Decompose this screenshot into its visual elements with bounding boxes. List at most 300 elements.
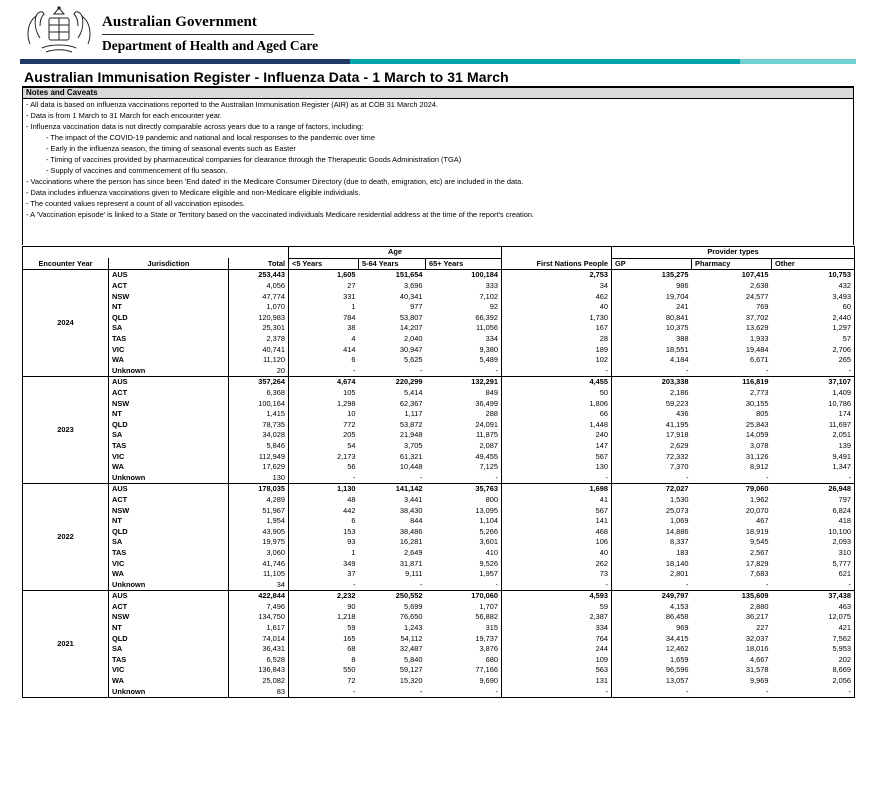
pharmacy-cell: 1,962 <box>750 494 769 504</box>
total-cell: 112,949 <box>229 451 289 462</box>
first-nations-cell: 468 <box>502 526 612 537</box>
jurisdiction-cell: VIC <box>109 451 229 462</box>
other-cell: - <box>772 472 855 483</box>
header-divider <box>102 34 314 35</box>
total-cell: 5,846 <box>229 441 289 452</box>
total-cell: 1,070 <box>229 302 289 313</box>
age-5-64-cell: 54,112 <box>400 633 423 643</box>
other-cell: 265 <box>772 355 855 366</box>
first-nations-cell: 59 <box>502 602 612 613</box>
encounter-year-cell: 2024 <box>23 270 109 377</box>
age-5-64-cell: 40,341 <box>399 291 423 301</box>
table-row <box>23 451 855 462</box>
pharmacy-cell: 18,016 <box>745 644 769 654</box>
age-5-64-cell: 14,207 <box>399 323 423 333</box>
other-cell: 1,409 <box>772 388 855 399</box>
table-row <box>23 516 855 527</box>
under-5-cell: 784 <box>343 312 356 322</box>
gp-cell: 18,140 <box>665 558 689 568</box>
jurisdiction-cell: VIC <box>109 665 229 676</box>
table-row <box>23 665 855 676</box>
total-cell: 100,164 <box>229 398 289 409</box>
total-cell: 4,289 <box>229 495 289 506</box>
total-cell: 41,746 <box>229 558 289 569</box>
gp-cell: 10,375 <box>665 323 689 333</box>
total-cell: 34 <box>229 579 289 590</box>
other-cell: 5,953 <box>772 644 855 655</box>
pharmacy-cell: 24,577 <box>745 291 769 301</box>
other-cell: 8,669 <box>772 665 855 676</box>
first-nations-cell: - <box>502 579 612 590</box>
other-cell: 57 <box>772 334 855 345</box>
total-cell: 6,368 <box>229 388 289 399</box>
pharmacy-cell: - <box>692 472 772 483</box>
table-row <box>23 602 855 613</box>
first-nations-cell: 106 <box>502 537 612 548</box>
jurisdiction-cell: TAS <box>109 334 229 345</box>
stripe-segment-teal <box>350 59 740 64</box>
under-5-cell: 93 <box>347 537 356 547</box>
table-row <box>23 686 855 697</box>
age-5-64-cell: 3,441 <box>404 494 423 504</box>
other-cell: 797 <box>772 495 855 506</box>
under-5-cell: 2,232 <box>289 591 359 602</box>
age-65-plus-cell: 66,392 <box>426 313 502 324</box>
total-cell: 7,496 <box>229 602 289 613</box>
gp-cell: 249,797 <box>612 591 692 602</box>
age-5-64-cell: 141,142 <box>359 484 426 495</box>
table-row <box>23 420 855 431</box>
jurisdiction-cell: NT <box>109 516 229 527</box>
other-cell: 37,107 <box>772 377 855 388</box>
header-spacer <box>229 247 289 259</box>
age-65-plus-cell: 170,060 <box>426 591 502 602</box>
col-65-plus: 65+ Years <box>426 258 502 270</box>
gp-cell: 4,153 <box>670 601 689 611</box>
note-line: - All data is based on influenza vaccinations reported to the Australian Immunisation Register (AIR) as at COB 31 March 2024. <box>26 100 439 109</box>
under-5-cell: 6 <box>351 355 356 365</box>
age-65-plus-cell: 11,056 <box>426 323 502 334</box>
table-row <box>23 655 855 666</box>
age-5-64-cell: 977 <box>410 302 423 312</box>
col-jurisdiction: Jurisdiction <box>109 258 229 270</box>
under-5-cell: 205 <box>343 430 356 440</box>
gp-cell: 2,629 <box>670 440 689 450</box>
under-5-cell: - <box>289 366 359 377</box>
age-65-plus-cell: 5,489 <box>426 355 502 366</box>
age-5-64-cell: 250,552 <box>359 591 426 602</box>
under-5-cell: 8 <box>351 654 356 664</box>
first-nations-cell: 1,806 <box>502 398 612 409</box>
jurisdiction-cell: TAS <box>109 441 229 452</box>
pharmacy-cell: 13,629 <box>745 323 769 333</box>
age-5-64-cell: 53,807 <box>399 312 423 322</box>
age-65-plus-cell: - <box>426 686 502 697</box>
jurisdiction-cell: QLD <box>109 420 229 431</box>
note-line: - Supply of vaccines and commencement of flu season. <box>46 166 228 175</box>
under-5-cell: 90 <box>347 601 356 611</box>
col-first-nations: First Nations People <box>502 258 612 270</box>
age-5-64-cell: 38,430 <box>399 505 423 515</box>
gp-cell: 72,027 <box>612 484 692 495</box>
table-row <box>23 633 855 644</box>
gp-cell: 4,184 <box>670 355 689 365</box>
table-row <box>23 302 855 313</box>
other-cell: 10,786 <box>772 398 855 409</box>
encounter-year-cell: 2023 <box>23 377 109 484</box>
pharmacy-cell: 6,671 <box>750 355 769 365</box>
under-5-cell: 1,218 <box>337 612 356 622</box>
under-5-cell: 37 <box>347 569 356 579</box>
other-cell: 2,051 <box>772 430 855 441</box>
age-65-plus-cell: 1,957 <box>426 569 502 580</box>
jurisdiction-cell: NSW <box>109 505 229 516</box>
total-cell: 25,301 <box>229 323 289 334</box>
other-cell: 37,438 <box>772 591 855 602</box>
age-5-64-cell: 1,243 <box>404 623 423 633</box>
gp-cell: 25,073 <box>665 505 689 515</box>
table-row <box>23 548 855 559</box>
table-row <box>23 398 855 409</box>
first-nations-cell: 1,448 <box>502 420 612 431</box>
jurisdiction-cell: VIC <box>109 558 229 569</box>
other-cell: 6,824 <box>772 505 855 516</box>
first-nations-cell: 34 <box>502 281 612 292</box>
age-5-64-cell: - <box>359 579 426 590</box>
jurisdiction-cell: SA <box>109 323 229 334</box>
first-nations-cell: 462 <box>502 291 612 302</box>
gp-cell: 986 <box>676 281 689 291</box>
pharmacy-cell: 25,843 <box>745 419 769 429</box>
gp-cell: - <box>612 686 692 697</box>
jurisdiction-cell: Unknown <box>109 579 229 590</box>
age-65-plus-cell: 24,091 <box>426 420 502 431</box>
other-cell: 421 <box>772 623 855 634</box>
under-5-cell: 442 <box>343 505 356 515</box>
pharmacy-cell: 18,919 <box>745 526 769 536</box>
other-cell: 1,347 <box>772 462 855 473</box>
total-cell: 51,967 <box>229 505 289 516</box>
age-5-64-cell: 3,705 <box>404 440 423 450</box>
age-5-64-cell: 5,699 <box>404 601 423 611</box>
age-5-64-cell: 220,299 <box>359 377 426 388</box>
age-65-plus-cell: 3,876 <box>426 644 502 655</box>
age-65-plus-cell: 7,102 <box>426 291 502 302</box>
table-row <box>23 591 855 602</box>
other-cell: 2,706 <box>772 344 855 355</box>
age-65-plus-cell: 315 <box>426 623 502 634</box>
other-cell: 202 <box>772 655 855 666</box>
table-row <box>23 270 855 281</box>
age-65-plus-cell: 36,499 <box>426 398 502 409</box>
age-65-plus-cell: 77,166 <box>426 665 502 676</box>
age-65-plus-cell: - <box>426 472 502 483</box>
jurisdiction-cell: TAS <box>109 548 229 559</box>
age-65-plus-cell: 288 <box>426 409 502 420</box>
first-nations-cell: 1,698 <box>502 484 612 495</box>
pharmacy-cell: 79,060 <box>692 484 772 495</box>
note-line: - Early in the influenza season, the timing of seasonal events such as Easter <box>46 144 296 153</box>
jurisdiction-cell: NSW <box>109 398 229 409</box>
jurisdiction-cell: WA <box>109 462 229 473</box>
table-row <box>23 441 855 452</box>
under-5-cell: 27 <box>347 281 356 291</box>
header-spacer <box>502 247 612 259</box>
age-5-64-cell: 32,487 <box>399 644 423 654</box>
age-65-plus-cell: 13,095 <box>426 505 502 516</box>
age-5-64-cell: 59,127 <box>399 665 423 675</box>
gp-cell: 2,186 <box>670 388 689 398</box>
age-65-plus-cell: 1,707 <box>426 602 502 613</box>
pharmacy-cell: 19,484 <box>745 344 769 354</box>
jurisdiction-cell: AUS <box>109 377 229 388</box>
header-stripe <box>20 59 856 64</box>
under-5-cell: 349 <box>343 558 356 568</box>
other-cell: - <box>772 686 855 697</box>
col-encounter-year: Encounter Year <box>23 258 109 270</box>
total-cell: 130 <box>229 472 289 483</box>
pharmacy-cell: 9,969 <box>750 676 769 686</box>
government-name: Australian Government <box>102 14 258 30</box>
under-5-cell: 1,605 <box>289 270 359 281</box>
age-5-64-cell: 151,654 <box>359 270 426 281</box>
age-65-plus-cell: 849 <box>426 388 502 399</box>
age-5-64-cell: 5,625 <box>404 355 423 365</box>
first-nations-cell: 130 <box>502 462 612 473</box>
under-5-cell: 10 <box>347 409 356 419</box>
jurisdiction-cell: VIC <box>109 344 229 355</box>
note-line: - A 'Vaccination episode' is linked to a State or Territory based on the vaccinated individuals Medicare residential address at the time of the report's creation. <box>26 210 535 219</box>
under-5-cell: 1,298 <box>337 398 356 408</box>
jurisdiction-cell: WA <box>109 355 229 366</box>
total-cell: 178,035 <box>229 484 289 495</box>
pharmacy-cell: 31,578 <box>745 665 769 675</box>
age-5-64-cell: 5,414 <box>404 388 423 398</box>
table-row <box>23 430 855 441</box>
age-5-64-cell: - <box>359 366 426 377</box>
total-cell: 17,629 <box>229 462 289 473</box>
pharmacy-cell: 17,829 <box>745 558 769 568</box>
jurisdiction-cell: SA <box>109 430 229 441</box>
col-under-5: <5 Years <box>289 258 359 270</box>
total-cell: 120,983 <box>229 313 289 324</box>
age-65-plus-cell: 132,291 <box>426 377 502 388</box>
other-cell: 463 <box>772 602 855 613</box>
other-cell: 310 <box>772 548 855 559</box>
pharmacy-cell: - <box>692 579 772 590</box>
col-5-64: 5-64 Years <box>359 258 426 270</box>
gp-cell: 18,551 <box>665 344 689 354</box>
total-cell: 78,735 <box>229 420 289 431</box>
pharmacy-cell: 31,126 <box>745 451 769 461</box>
other-cell: 621 <box>772 569 855 580</box>
gp-cell: 388 <box>676 334 689 344</box>
total-cell: 11,120 <box>229 355 289 366</box>
jurisdiction-cell: Unknown <box>109 366 229 377</box>
table-row <box>23 313 855 324</box>
jurisdiction-cell: Unknown <box>109 686 229 697</box>
note-line: - Timing of vaccines provided by pharmaceutical companies for clearance through the Therapeutic Goods Administration (TGA) <box>46 155 462 164</box>
pharmacy-cell: 805 <box>756 409 769 419</box>
gp-cell: 34,415 <box>665 633 689 643</box>
jurisdiction-cell: ACT <box>109 281 229 292</box>
under-5-cell: 1 <box>351 547 356 557</box>
table-row <box>23 579 855 590</box>
jurisdiction-cell: QLD <box>109 526 229 537</box>
first-nations-cell: 40 <box>502 302 612 313</box>
gp-cell: - <box>612 366 692 377</box>
gp-cell: 8,337 <box>670 537 689 547</box>
jurisdiction-cell: WA <box>109 569 229 580</box>
encounter-year-cell: 2021 <box>23 591 109 698</box>
age-65-plus-cell: 333 <box>426 281 502 292</box>
total-cell: 4,056 <box>229 281 289 292</box>
other-cell: - <box>772 366 855 377</box>
total-cell: 47,774 <box>229 291 289 302</box>
first-nations-cell: 147 <box>502 441 612 452</box>
gp-cell: 13,057 <box>665 676 689 686</box>
under-5-cell: 1,130 <box>289 484 359 495</box>
jurisdiction-cell: ACT <box>109 602 229 613</box>
age-65-plus-cell: 9,380 <box>426 344 502 355</box>
first-nations-cell: 240 <box>502 430 612 441</box>
under-5-cell: 4 <box>351 334 356 344</box>
col-other: Other <box>772 258 855 270</box>
under-5-cell: - <box>289 686 359 697</box>
pharmacy-cell: 20,070 <box>745 505 769 515</box>
first-nations-cell: 1,730 <box>502 313 612 324</box>
pharmacy-cell: 37,702 <box>745 312 769 322</box>
age-65-plus-cell: 3,601 <box>426 537 502 548</box>
age-65-plus-cell: 334 <box>426 334 502 345</box>
gp-cell: 80,841 <box>665 312 689 322</box>
under-5-cell: - <box>289 579 359 590</box>
stripe-segment-light <box>740 59 856 64</box>
total-cell: 83 <box>229 686 289 697</box>
age-5-64-cell: 62,367 <box>399 398 423 408</box>
note-line: - The impact of the COVID-19 pandemic and national and local responses to the pandemic over time <box>46 133 375 142</box>
total-cell: 1,617 <box>229 623 289 634</box>
under-5-cell: 153 <box>343 526 356 536</box>
note-line: - The counted values represent a count of all vaccination episodes. <box>26 199 245 208</box>
pharmacy-cell: 467 <box>756 516 769 526</box>
age-5-64-cell: - <box>359 686 426 697</box>
pharmacy-cell: 32,037 <box>745 633 769 643</box>
first-nations-cell: 563 <box>502 665 612 676</box>
first-nations-cell: - <box>502 472 612 483</box>
other-cell: 26,948 <box>772 484 855 495</box>
under-5-cell: 48 <box>347 494 356 504</box>
other-cell: 5,777 <box>772 558 855 569</box>
jurisdiction-cell: ACT <box>109 388 229 399</box>
under-5-cell: 68 <box>347 644 356 654</box>
table-row <box>23 323 855 334</box>
first-nations-cell: 189 <box>502 344 612 355</box>
table-row <box>23 676 855 687</box>
pharmacy-cell: 30,155 <box>745 398 769 408</box>
table-row <box>23 291 855 302</box>
age-65-plus-cell: 9,690 <box>426 676 502 687</box>
other-cell: 9,491 <box>772 451 855 462</box>
gp-cell: 17,918 <box>665 430 689 440</box>
other-cell: 10,100 <box>772 526 855 537</box>
age-65-plus-cell: 19,737 <box>426 633 502 644</box>
first-nations-cell: 102 <box>502 355 612 366</box>
other-cell: 7,562 <box>772 633 855 644</box>
first-nations-cell: 4,455 <box>502 377 612 388</box>
first-nations-cell: 567 <box>502 451 612 462</box>
table-row <box>23 644 855 655</box>
other-cell: 418 <box>772 516 855 527</box>
table-row <box>23 355 855 366</box>
gp-cell: 96,596 <box>665 665 689 675</box>
age-5-64-cell: 844 <box>410 516 423 526</box>
first-nations-cell: 262 <box>502 558 612 569</box>
first-nations-cell: 40 <box>502 548 612 559</box>
table-row <box>23 484 855 495</box>
total-cell: 11,105 <box>229 569 289 580</box>
under-5-cell: 59 <box>347 623 356 633</box>
table-row <box>23 377 855 388</box>
under-5-cell: 1 <box>351 302 356 312</box>
gp-cell: 59,223 <box>665 398 689 408</box>
under-5-cell: 72 <box>347 676 356 686</box>
total-cell: 74,014 <box>229 633 289 644</box>
age-65-plus-cell: 11,875 <box>426 430 502 441</box>
table-row <box>23 537 855 548</box>
age-65-plus-cell: - <box>426 366 502 377</box>
age-5-64-cell: 61,321 <box>399 451 423 461</box>
under-5-cell: 772 <box>343 419 356 429</box>
first-nations-cell: 41 <box>502 495 612 506</box>
age-65-plus-cell: 2,087 <box>426 441 502 452</box>
total-cell: 134,750 <box>229 612 289 623</box>
gp-cell: 203,338 <box>612 377 692 388</box>
table-row <box>23 281 855 292</box>
first-nations-cell: 764 <box>502 633 612 644</box>
jurisdiction-cell: AUS <box>109 591 229 602</box>
total-cell: 25,082 <box>229 676 289 687</box>
stripe-segment-dark <box>20 59 350 64</box>
table-row <box>23 472 855 483</box>
jurisdiction-cell: ACT <box>109 495 229 506</box>
age-5-64-cell: 10,448 <box>399 462 423 472</box>
age-65-plus-cell: 49,455 <box>426 451 502 462</box>
age-65-plus-cell: 5,266 <box>426 526 502 537</box>
pharmacy-cell: 14,059 <box>745 430 769 440</box>
age-5-64-cell: 38,486 <box>399 526 423 536</box>
pharmacy-cell: 2,567 <box>750 547 769 557</box>
first-nations-cell: 28 <box>502 334 612 345</box>
other-cell: 3,493 <box>772 291 855 302</box>
age-5-64-cell: 9,111 <box>405 569 423 579</box>
table-row <box>23 462 855 473</box>
age-65-plus-cell: 92 <box>426 302 502 313</box>
pharmacy-cell: 2,880 <box>750 601 769 611</box>
first-nations-cell: 244 <box>502 644 612 655</box>
under-5-cell: 2,173 <box>337 451 356 461</box>
total-cell: 2,378 <box>229 334 289 345</box>
gp-cell: 41,195 <box>665 419 689 429</box>
total-cell: 3,060 <box>229 548 289 559</box>
first-nations-cell: 109 <box>502 655 612 666</box>
jurisdiction-cell: SA <box>109 537 229 548</box>
col-total: Total <box>229 258 289 270</box>
other-cell: 139 <box>772 441 855 452</box>
jurisdiction-cell: NSW <box>109 612 229 623</box>
first-nations-cell: 2,387 <box>502 612 612 623</box>
age-group-header: Age <box>289 247 502 259</box>
